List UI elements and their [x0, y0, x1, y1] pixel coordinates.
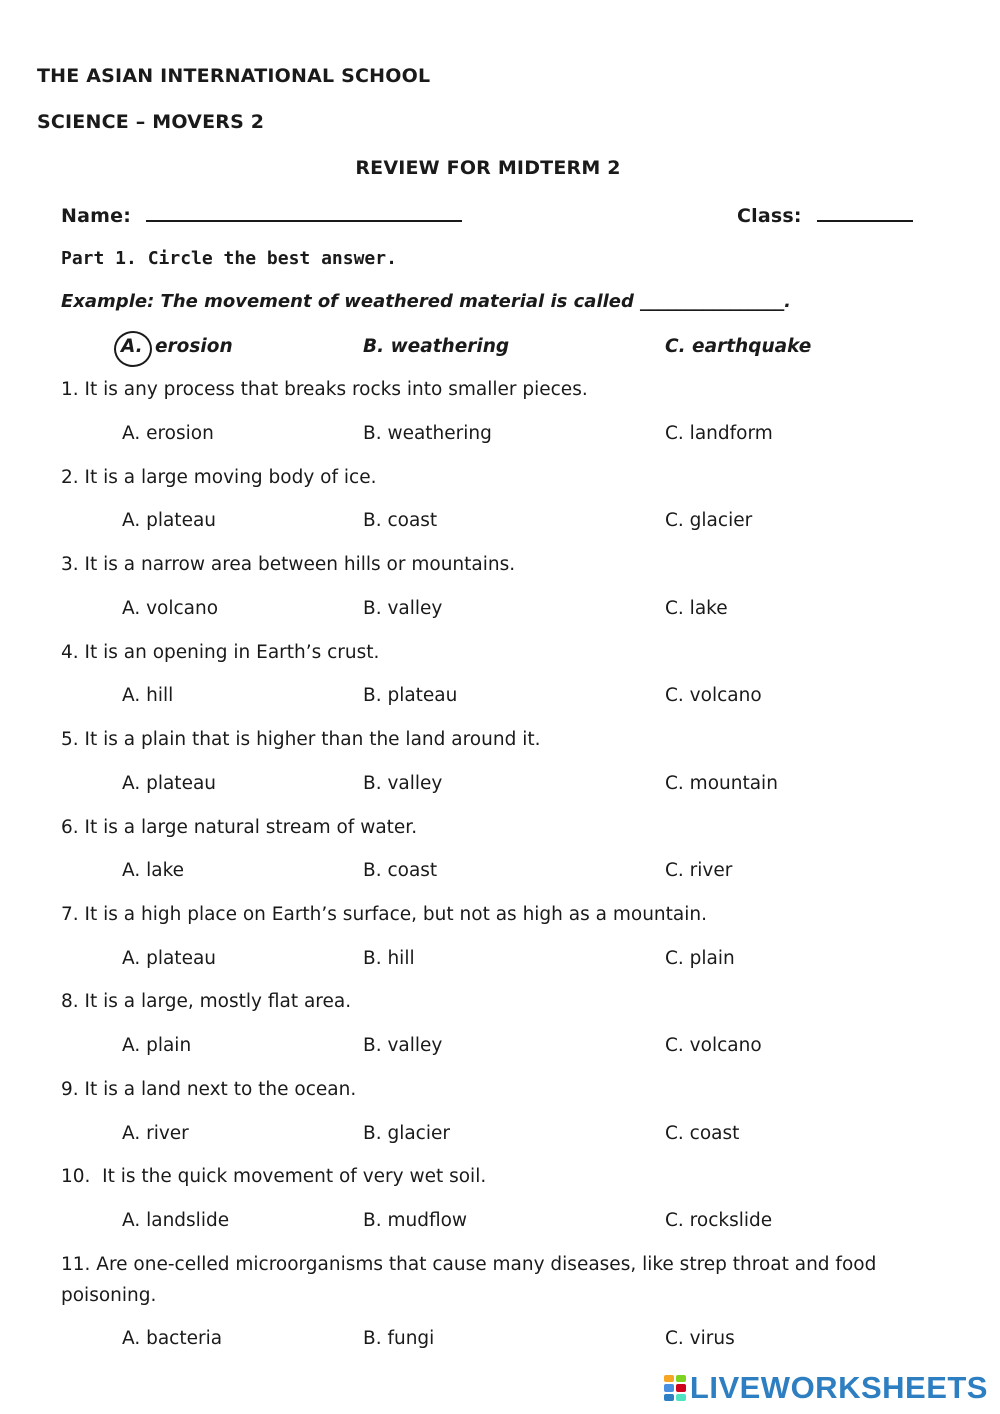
q4-option-b[interactable]: B. plateau	[363, 685, 458, 706]
question-4: 4. It is an opening in Earth’s crust.	[61, 642, 380, 663]
example-question: Example: The movement of weathered material is called ________________.	[61, 291, 791, 312]
example-option-a-letter: A.	[121, 336, 143, 357]
class-input-line[interactable]	[817, 202, 913, 222]
q1-option-a[interactable]: A. erosion	[122, 423, 214, 444]
q3-option-b[interactable]: B. valley	[363, 598, 443, 619]
q9-option-c[interactable]: C. coast	[665, 1123, 740, 1144]
question-2: 2. It is a large moving body of ice.	[61, 467, 377, 488]
question-10: 10. It is the quick movement of very wet soil.	[61, 1166, 487, 1187]
q6-option-b[interactable]: B. coast	[363, 860, 438, 881]
question-3: 3. It is a narrow area between hills or mountains.	[61, 554, 516, 575]
q5-option-c[interactable]: C. mountain	[665, 773, 778, 794]
subject-title: SCIENCE – MOVERS 2	[37, 111, 265, 133]
q1-option-b[interactable]: B. weathering	[363, 423, 492, 444]
question-8: 8. It is a large, mostly flat area.	[61, 991, 352, 1012]
q5-option-b[interactable]: B. valley	[363, 773, 443, 794]
q3-option-a[interactable]: A. volcano	[122, 598, 219, 619]
page-title: REVIEW FOR MIDTERM 2	[355, 157, 621, 179]
name-field-row	[61, 202, 462, 227]
liveworksheets-logo-icon	[664, 1375, 686, 1401]
q10-option-c[interactable]: C. rockslide	[665, 1210, 773, 1231]
q7-option-a[interactable]: A. plateau	[122, 948, 217, 969]
question-11: 11. Are one-celled microorganisms that cause many diseases, like strep throat and food	[61, 1254, 877, 1275]
example-option-c: C. earthquake	[665, 336, 812, 357]
part1-instruction: Part 1. Circle the best answer.	[61, 248, 397, 269]
q2-option-b[interactable]: B. coast	[363, 510, 438, 531]
example-option-b: B. weathering	[363, 336, 510, 357]
q9-option-b[interactable]: B. glacier	[363, 1123, 450, 1144]
q4-option-a[interactable]: A. hill	[122, 685, 174, 706]
question-6: 6. It is a large natural stream of water.	[61, 817, 418, 838]
q2-option-c[interactable]: C. glacier	[665, 510, 753, 531]
q10-option-a[interactable]: A. landslide	[122, 1210, 230, 1231]
liveworksheets-logo-text: LIVEWORKSHEETS	[689, 1370, 988, 1405]
question-9: 9. It is a land next to the ocean.	[61, 1079, 357, 1100]
question-5: 5. It is a plain that is higher than the land around it.	[61, 729, 541, 750]
q1-option-c[interactable]: C. landform	[665, 423, 773, 444]
q11-option-a[interactable]: A. bacteria	[122, 1328, 223, 1349]
question-11-continued: poisoning.	[61, 1285, 157, 1306]
q8-option-c[interactable]: C. volcano	[665, 1035, 762, 1056]
class-field-row	[737, 202, 913, 227]
q3-option-c[interactable]: C. lake	[665, 598, 728, 619]
q2-option-a[interactable]: A. plateau	[122, 510, 217, 531]
question-1: 1. It is any process that breaks rocks into smaller pieces.	[61, 379, 588, 400]
school-name: THE ASIAN INTERNATIONAL SCHOOL	[37, 65, 431, 87]
name-input-line[interactable]	[146, 202, 462, 222]
question-7: 7. It is a high place on Earth’s surface, but not as high as a mountain.	[61, 904, 707, 925]
q11-option-c[interactable]: C. virus	[665, 1328, 735, 1349]
q7-option-c[interactable]: C. plain	[665, 948, 735, 969]
q11-option-b[interactable]: B. fungi	[363, 1328, 435, 1349]
example-option-a-text: erosion	[155, 336, 233, 357]
q10-option-b[interactable]: B. mudflow	[363, 1210, 468, 1231]
q7-option-b[interactable]: B. hill	[363, 948, 415, 969]
class-label: Class:	[737, 205, 802, 227]
q6-option-c[interactable]: C. river	[665, 860, 733, 881]
q9-option-a[interactable]: A. river	[122, 1123, 189, 1144]
q6-option-a[interactable]: A. lake	[122, 860, 185, 881]
liveworksheets-logo[interactable]	[664, 1370, 988, 1406]
q8-option-b[interactable]: B. valley	[363, 1035, 443, 1056]
q8-option-a[interactable]: A. plain	[122, 1035, 192, 1056]
q4-option-c[interactable]: C. volcano	[665, 685, 762, 706]
name-label: Name:	[61, 205, 132, 227]
q5-option-a[interactable]: A. plateau	[122, 773, 217, 794]
